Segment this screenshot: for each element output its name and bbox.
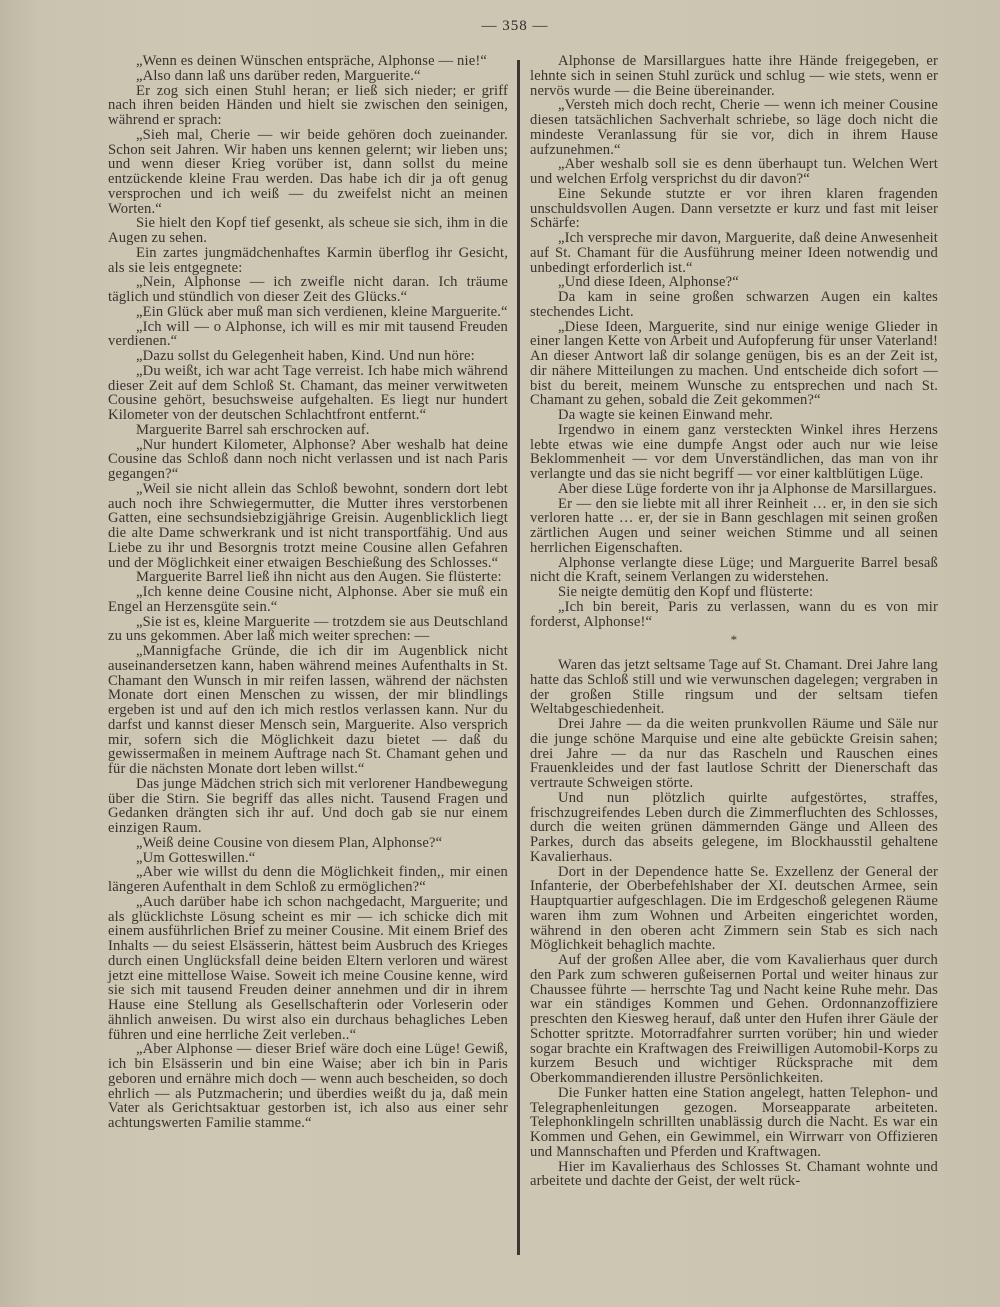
paragraph: Dort in der Dependence hatte Se. Exzellenz der General der Infanterie, der Oberbefehlshaber der XI. deutschen Armee, sein Hauptquartier aufgeschlagen. Die im Erdgeschoß gelegenen Räume waren ihm zum Wohnen und Arbeiten eingerichtet worden, während in den oberen acht Zimmern sein Stab es sich nach Möglichkeit behaglich machte.: [530, 863, 938, 954]
section-separator: *: [730, 632, 738, 648]
paragraph: „Diese Ideen, Marguerite, sind nur einige wenige Glieder in einer langen Kette von Arbeit und Aufopferung für unser Vaterland! An dieser Antwort laß dir solange genügen, bis es an der Zeit ist, dir nähere Mitteilungen zu machen. Und entscheide dich sofort — bist du bereit, meinem Wunsche zu entsprechen und nach St. Chamant zu gehen, sobald die Zeit gekommen?“: [530, 318, 938, 409]
paragraph: „Mannigfache Gründe, die ich dir im Augenblick nicht auseinandersetzen kann, haben während meines Aufenthalts in St. Chamant den Wunsch in mir reifen lassen, während der nächsten Monate dort einen Menschen zu wissen, der mir blindlings ergeben ist und auf den ich mich restlos verlassen kann. Nur du darfst und kannst dieser Mensch sein, Marguerite. Also versprich mir, sofern sich die Möglichkeit dazu bietet — daß du gewissermaßen in meinem Auftrage nach St. Chamant gehen und für die nächsten Monate dort leben willst.“: [108, 643, 508, 777]
paragraph: „Ich will — o Alphonse, ich will es mir mit tausend Freuden verdienen.“: [108, 318, 508, 350]
paragraph: Die Funker hatten eine Station angelegt, hatten Telephon- und Telegraphenleitungen gezogen. Morseapparate arbeiteten. Telephonklingeln schrillten unablässig durch die Nacht. Es war ein Kommen und Gehen, ein Gewimmel, ein Wirrwarr von Offizieren und Mannschaften und Pferden und Kraftwagen.: [530, 1084, 938, 1160]
paragraph: Marguerite Barrel sah erschrocken auf.: [136, 421, 370, 438]
paragraph: Waren das jetzt seltsame Tage auf St. Chamant. Drei Jahre lang hatte das Schloß still und wie verwunschen dagelegen; vergraben in der großen Stille ringsum und der seltsam tiefen Weltabgeschiedenheit.: [530, 657, 938, 718]
paragraph: Und nun plötzlich quirlte aufgestörtes, straffes, frischzugreifendes Leben durch die Zimmerfluchten des Schlosses, durch die weiten grünen dämmernden Gänge und Alleen des Parkes, durch das abseits gelegene, im Blockhausstil gehaltene Kavalierhaus.: [530, 789, 938, 865]
paragraph: „Nur hundert Kilometer, Alphonse? Aber weshalb hat deine Cousine das Schloß dann noch nicht verlassen und ist nach Paris gegangen?“: [108, 436, 508, 482]
right-column-part-2: [530, 658, 938, 1189]
page-number: — 358 —: [481, 18, 549, 34]
column-divider: [517, 60, 520, 1255]
paragraph: „Wenn es deinen Wünschen entspräche, Alphonse — nie!“: [136, 53, 487, 69]
paragraph: Er zog sich einen Stuhl heran; er ließ sich nieder; er griff nach ihren beiden Händen und hielt sie zwischen den seinigen, während er sprach:: [108, 82, 508, 128]
paragraph: Alphonse de Marsillargues hatte ihre Hände freigegeben, er lehnte sich in seinen Stuhl zurück und schlug — wie stets, wenn er nervös wurde — die Beine übereinander.: [530, 53, 938, 99]
paragraph: „Ich bin bereit, Paris zu verlassen, wann du es von mir forderst, Alphonse!“: [530, 598, 938, 630]
paragraph: Drei Jahre — da die weiten prunkvollen Räume und Säle nur die junge schöne Marquise und eine alte gebückte Greisin sahen; drei Jahre — da nur das Rascheln und Rauschen eines Frauenkleides und der fast lautlose Schritt der Dienerschaft das vertraute Schweigen störte.: [530, 716, 938, 791]
paragraph: „Nein, Alphonse — ich zweifle nicht daran. Ich träume täglich und stündlich von dieser Zeit des Glücks.“: [108, 274, 508, 305]
paragraph: Sie hielt den Kopf tief gesenkt, als scheue sie sich, ihm in die Augen zu sehen.: [108, 215, 508, 246]
paragraph: „Sieh mal, Cherie — wir beide gehören doch zueinander. Schon seit Jahren. Wir haben uns kennen gelernt; wir lieben uns; und wenn dieser Krieg vorüber ist, dann sollst du meine entzückende kleine Frau werden. Das habe ich dir ja oft genug versprochen und ich weiß — du zweifelst nicht an meinen Worten.“: [108, 126, 508, 217]
paragraph: „Aber weshalb soll sie es denn überhaupt tun. Welchen Wert und welchen Erfolg versprichst du dir davon?“: [530, 156, 938, 187]
paragraph: „Aber wie willst du denn die Möglichkeit finden,, mir einen längeren Aufenthalt in dem Schloß zu ermöglichen?“: [108, 864, 508, 895]
paragraph: „Aber Alphonse — dieser Brief wäre doch eine Lüge! Gewiß, ich bin Elsässerin und bin eine Waise; aber ich bin in Paris geboren und ernähre mich doch — wenn auch bescheiden, so doch ehrlich — als Putzmacherin; und überdies weißt du ja, daß mein Vater als Gerichtsaktuar gestorben ist, ich also aus einer sehr achtungswerten Familie stamme.“: [108, 1041, 508, 1131]
paragraph: „Ein Glück aber muß man sich verdienen, kleine Marguerite.“: [136, 303, 508, 320]
paragraph: Da kam in seine großen schwarzen Augen ein kaltes stechendes Licht.: [530, 289, 938, 320]
paragraph: Hier im Kavalierhaus des Schlosses St. Chamant wohnte und arbeitete und dachte der Geist, der welt rück-: [530, 1158, 938, 1190]
paragraph: Alphonse verlangte diese Lüge; und Marguerite Barrel besaß nicht die Kraft, seinem Verlangen zu widerstehen.: [530, 554, 938, 586]
paragraph: Marguerite Barrel ließ ihn nicht aus den Augen. Sie flüsterte:: [136, 569, 502, 586]
paragraph: „Und diese Ideen, Alphonse?“: [558, 274, 739, 291]
paragraph: „Versteh mich doch recht, Cherie — wenn ich meiner Cousine diesen tatsächlichen Sachverhalt schriebe, so läge doch nicht die mindeste Veranlassung für sie vor, dich in ihrem Hause aufzunehmen.“: [530, 97, 938, 158]
paragraph: Auf der großen Allee aber, die vom Kavalierhaus quer durch den Park zum schweren gußeisernen Portal und weiter hinaus zur Chaussee führte — herrschte Tag und Nacht keine Ruhe mehr. Das war ein ständiges Kommen und Gehen. Ordonnanzoffiziere preschten den Kiesweg herauf, daß unter den Hufen ihrer Gäule der Schotter spritzte. Motorradfahrer surrten vorüber; hin und wieder sogar brachte ein Kraftwagen des Freiwilligen Automobil-Korps zu kurzem Besuch und wichtiger Rücksprache mit dem Oberkommandierenden illustre Persönlichkeiten.: [530, 952, 938, 1086]
paragraph: Sie neigte demütig den Kopf und flüsterte:: [558, 584, 814, 600]
left-column: [108, 54, 508, 1131]
paragraph: Das junge Mädchen strich sich mit verlorener Handbewegung über die Stirn. Sie begriff das alles nicht. Tausend Fragen und Gedanken drängten sich ihr auf. Und doch gab sie nur einem einzigen Raum.: [108, 775, 508, 836]
paragraph: „Du weißt, ich war acht Tage verreist. Ich habe mich während dieser Zeit auf dem Schloß St. Chamant, das meiner verwitweten Cousine gehört, besuchsweise aufgehalten. Es liegt nur hundert Kilometer von der deutschen Schlachtfront entfernt.“: [108, 362, 508, 423]
paragraph: Eine Sekunde stutzte er vor ihren klaren fragenden unschuldsvollen Augen. Dann versetzte er kurz und fast mit leiser Schärfe:: [530, 185, 938, 232]
paragraph: Ein zartes jungmädchenhaftes Karmin überflog ihr Gesicht, als sie leis entgegnete:: [108, 244, 508, 276]
paragraph: Er — den sie liebte mit all ihrer Reinheit … er, in den sie sich verloren hatte … er, der sie in Bann geschlagen mit seinen großen zärtlichen Augen und seiner weichen Stimme und all seinen herrlichen Eigenschaften.: [530, 495, 938, 556]
right-column: [530, 54, 938, 1189]
paragraph: „Also dann laß uns darüber reden, Marguerite.“: [136, 67, 421, 84]
paragraph: „Weil sie nicht allein das Schloß bewohnt, sondern dort lebt auch noch ihre Schwiegermutter, die Mutter ihres verstorbenen Gatten, eine sechsundsiebzigjährige Greisin. Augenblicklich liegt die alte Dame schwerkrank und ist nicht transportfähig. Und aus Liebe zu ihr und Besorgnis trotzt meine Cousine allen Gefahren und der Möglichkeit einer etwaigen Beschießung des Schlosses.“: [108, 480, 508, 571]
paragraph: „Ich verspreche mir davon, Marguerite, daß deine Anwesenheit auf St. Chamant für die Ausführung meiner Ideen notwendig und unbedingt erforderlich ist.“: [530, 230, 938, 276]
paragraph: „Weiß deine Cousine von diesem Plan, Alphonse?“: [136, 834, 443, 851]
paragraph: „Um Gotteswillen.“: [136, 849, 256, 866]
paragraph: „Auch darüber habe ich schon nachgedacht, Marguerite; und als glücklichste Lösung scheint es mir — ich schicke dich mit einem ausführlichen Brief zu meiner Cousine. Mit einem Brief des Inhalts — du seiest Elsässerin, hättest beim Ausbruch des Krieges durch einen Unglücksfall deine beiden Eltern verloren und wärest jetzt eine mittellose Waise. Soweit ich meine Cousine kenne, wird sie sich mit tausend Freuden deiner annehmen und dir in ihrem Hause eine Stellung als Gesellschafterin oder Vorleserin oder ähnlich anweisen. Du wirst also ein durchaus behagliches Leben führen und eine herrliche Zeit verleben..“: [108, 893, 508, 1043]
paragraph: „Dazu sollst du Gelegenheit haben, Kind. Und nun höre:: [136, 348, 475, 364]
paragraph: Irgendwo in einem ganz versteckten Winkel ihres Herzens lebte etwas wie eine dumpfe Angst oder auch nur wie leise Beklommenheit — vor dem Unverständlichen, das man von ihr verlangte und das sie nicht begriff — vor einer kaltblütigen Lüge.: [530, 421, 938, 482]
paragraph: „Ich kenne deine Cousine nicht, Alphonse. Aber sie muß ein Engel an Herzensgüte sein.“: [108, 584, 508, 615]
right-column-part-1: [530, 54, 938, 629]
paragraph: „Sie ist es, kleine Marguerite — trotzdem sie aus Deutschland zu uns gekommen. Aber laß mich weiter sprechen: —: [108, 613, 509, 645]
paragraph: Da wagte sie keinen Einwand mehr.: [558, 407, 773, 423]
paragraph: Aber diese Lüge forderte von ihr ja Alphonse de Marsillargues.: [558, 480, 937, 497]
